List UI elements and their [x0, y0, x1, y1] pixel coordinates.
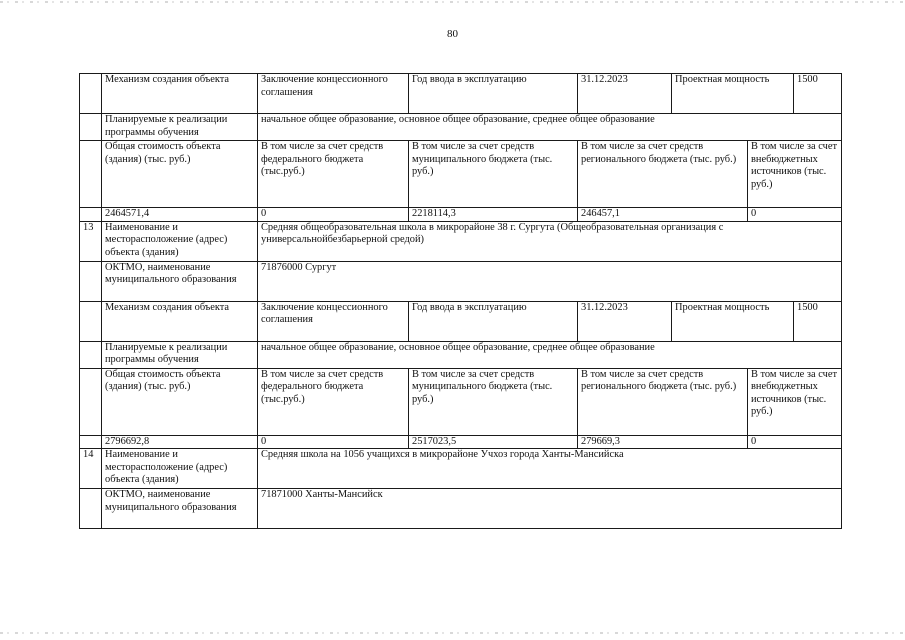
name-label: Наименование и месторасположение (адрес) объекта (здания): [102, 449, 258, 489]
programs-value: начальное общее образование, основное общее образование, среднее общее образование: [258, 341, 842, 368]
capacity-value: 1500: [794, 301, 842, 341]
federal-value: 0: [258, 435, 409, 449]
table-row-mechanism: [80, 74, 842, 114]
cost-label: Общая стоимость объекта (здания) (тыс. руб.): [102, 141, 258, 208]
cost-label: Общая стоимость объекта (здания) (тыс. руб.): [102, 368, 258, 435]
oktmo-value: 71871000 Ханты-Мансийск: [258, 489, 842, 529]
table-row-programs: [80, 341, 842, 368]
table-row-oktmo: [80, 489, 842, 529]
extrabudget-label: В том числе за счет внебюджетных источников (тыс. руб.): [748, 368, 842, 435]
row-number-cell: [80, 74, 102, 114]
extrabudget-value: 0: [748, 208, 842, 222]
municipal-value: 2218114,3: [409, 208, 578, 222]
municipal-label: В том числе за счет средств муниципального бюджета (тыс. руб.): [409, 368, 578, 435]
row-number-cell: [80, 301, 102, 341]
commission-label: Год ввода в эксплуатацию: [409, 74, 578, 114]
commission-date: 31.12.2023: [578, 301, 672, 341]
programs-label: Планируемые к реализации программы обучения: [102, 341, 258, 368]
federal-value: 0: [258, 208, 409, 222]
name-label: Наименование и месторасположение (адрес) объекта (здания): [102, 221, 258, 261]
row-number: 13: [80, 221, 102, 261]
row-number-cell: [80, 341, 102, 368]
row-number-cell: [80, 208, 102, 222]
oktmo-label: ОКТМО, наименование муниципального образования: [102, 489, 258, 529]
table-row-cost-headers: [80, 368, 842, 435]
row-number-cell: [80, 489, 102, 529]
table-row-cost-values: [80, 435, 842, 449]
municipal-value: 2517023,5: [409, 435, 578, 449]
row-number-cell: [80, 435, 102, 449]
mechanism-value: Заключение концессионного соглашения: [258, 301, 409, 341]
page-number: 80: [447, 28, 458, 40]
table-row-name: [80, 449, 842, 489]
extrabudget-label: В том числе за счет внебюджетных источников (тыс. руб.): [748, 141, 842, 208]
federal-label: В том числе за счет средств федерального бюджета (тыс.руб.): [258, 368, 409, 435]
federal-label: В том числе за счет средств федерального бюджета (тыс.руб.): [258, 141, 409, 208]
total-cost-value: 2796692,8: [102, 435, 258, 449]
commission-label: Год ввода в эксплуатацию: [409, 301, 578, 341]
municipal-label: В том числе за счет средств муниципального бюджета (тыс. руб.): [409, 141, 578, 208]
object-table: [79, 73, 842, 529]
table-row-oktmo: [80, 261, 842, 301]
table-row-cost-headers: [80, 141, 842, 208]
name-value: Средняя школа на 1056 учащихся в микрорайоне Учхоз города Ханты-Мансийска: [258, 449, 842, 489]
mechanism-label: Механизм создания объекта: [102, 74, 258, 114]
mechanism-label: Механизм создания объекта: [102, 301, 258, 341]
table-row-name: [80, 221, 842, 261]
row-number-cell: [80, 261, 102, 301]
commission-date: 31.12.2023: [578, 74, 672, 114]
row-number-cell: [80, 114, 102, 141]
oktmo-value: 71876000 Сургут: [258, 261, 842, 301]
capacity-value: 1500: [794, 74, 842, 114]
row-number-cell: [80, 368, 102, 435]
scan-artifact-top: [0, 1, 905, 3]
regional-label: В том числе за счет средств регионального бюджета (тыс. руб.): [578, 141, 748, 208]
table-row-programs: [80, 114, 842, 141]
regional-value: 279669,3: [578, 435, 748, 449]
mechanism-value: Заключение концессионного соглашения: [258, 74, 409, 114]
row-number: 14: [80, 449, 102, 489]
regional-label: В том числе за счет средств регионального бюджета (тыс. руб.): [578, 368, 748, 435]
extrabudget-value: 0: [748, 435, 842, 449]
capacity-label: Проектная мощность: [672, 74, 794, 114]
programs-label: Планируемые к реализации программы обучения: [102, 114, 258, 141]
row-number-cell: [80, 141, 102, 208]
oktmo-label: ОКТМО, наименование муниципального образования: [102, 261, 258, 301]
table-row-mechanism: [80, 301, 842, 341]
capacity-label: Проектная мощность: [672, 301, 794, 341]
table-row-cost-values: [80, 208, 842, 222]
regional-value: 246457,1: [578, 208, 748, 222]
programs-value: начальное общее образование, основное общее образование, среднее общее образование: [258, 114, 842, 141]
scan-artifact-bottom: [0, 632, 905, 634]
total-cost-value: 2464571,4: [102, 208, 258, 222]
name-value: Средняя общеобразовательная школа в микрорайоне 38 г. Сургута (Общеобразовательная организация с универсальнойбезбарьерной средой): [258, 221, 842, 261]
